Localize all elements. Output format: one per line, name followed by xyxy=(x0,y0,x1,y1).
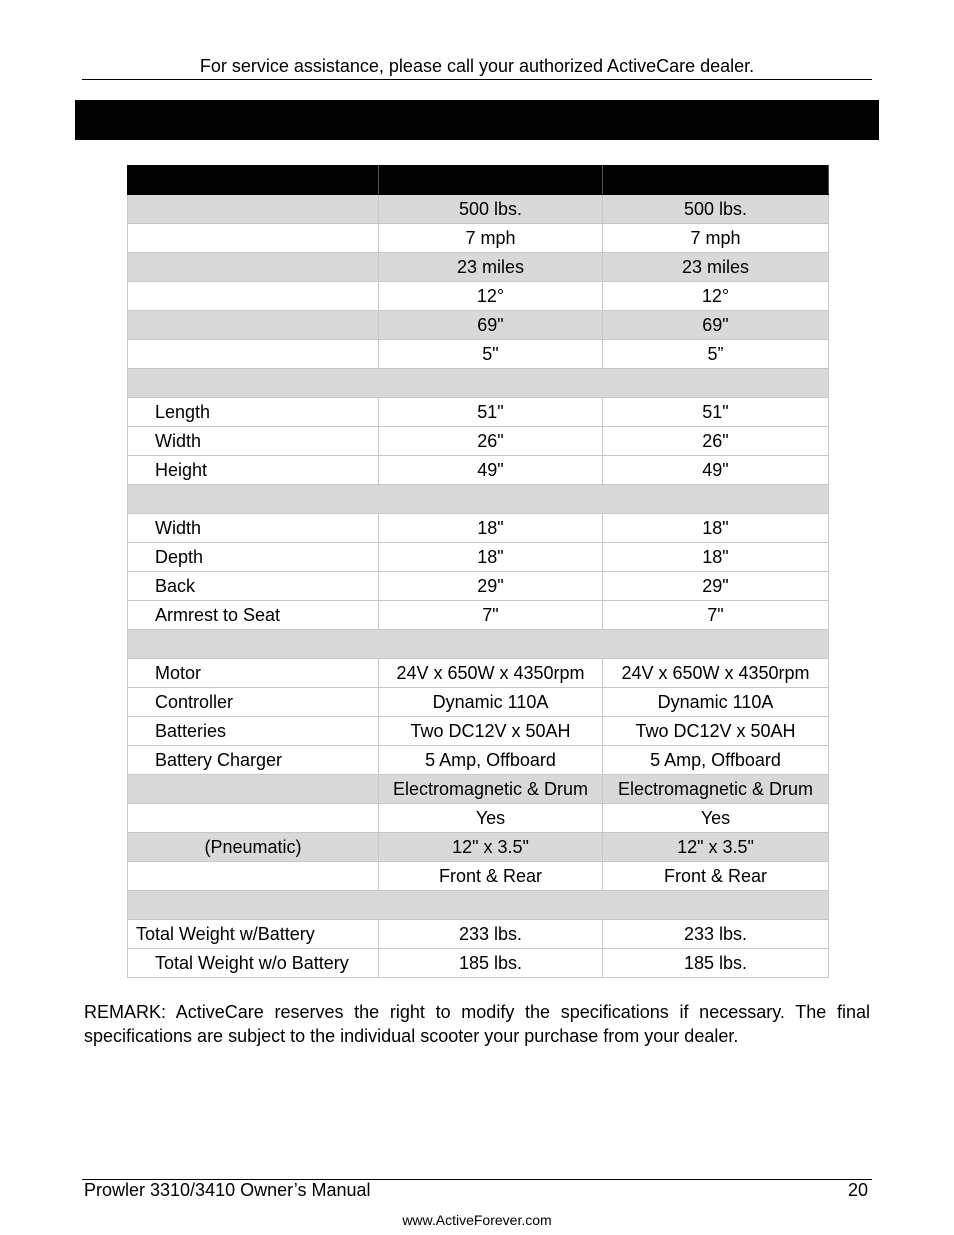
row-label: Controller xyxy=(128,688,379,717)
row-label: Depth xyxy=(128,543,379,572)
row-value-model-2: 5” xyxy=(603,340,829,369)
row-value-model-1: Dynamic 110A xyxy=(379,688,603,717)
table-row xyxy=(128,601,829,630)
table-header-row xyxy=(128,166,829,195)
row-value-model-2: 18" xyxy=(603,514,829,543)
row-value-model-1: 5" xyxy=(379,340,603,369)
table-row xyxy=(128,514,829,543)
section-row-cell xyxy=(128,630,829,659)
row-value-model-2: 69" xyxy=(603,311,829,340)
row-value-model-2: 233 lbs. xyxy=(603,920,829,949)
table-row xyxy=(128,659,829,688)
section-row xyxy=(128,630,829,659)
website-url: www.ActiveForever.com xyxy=(402,1212,552,1228)
table-row xyxy=(128,775,829,804)
table-row xyxy=(128,920,829,949)
section-title-bar xyxy=(75,100,879,140)
row-value-model-2: Yes xyxy=(603,804,829,833)
row-value-model-2: 23 miles xyxy=(603,253,829,282)
section-row xyxy=(128,485,829,514)
table-row xyxy=(128,833,829,862)
table-row xyxy=(128,717,829,746)
table-row xyxy=(128,804,829,833)
row-value-model-1: Electromagnetic & Drum xyxy=(379,775,603,804)
table-row xyxy=(128,282,829,311)
row-value-model-1: 69" xyxy=(379,311,603,340)
row-label: Armrest to Seat xyxy=(128,601,379,630)
table-row xyxy=(128,688,829,717)
section-row xyxy=(128,369,829,398)
row-value-model-2: 185 lbs. xyxy=(603,949,829,978)
page-number: 20 xyxy=(847,1180,868,1200)
table-row xyxy=(128,949,829,978)
table-row xyxy=(128,572,829,601)
row-label xyxy=(128,253,379,282)
row-label: Motor xyxy=(128,659,379,688)
row-label xyxy=(128,311,379,340)
table-row xyxy=(128,862,829,891)
table-row xyxy=(128,746,829,775)
row-value-model-2: 49" xyxy=(603,456,829,485)
row-value-model-2: 7 mph xyxy=(603,224,829,253)
remark-paragraph: REMARK: ActiveCare reserves the right to modify the specifications if necessary. The final specifications are subject to the individual scooter your purchase from your dealer. xyxy=(84,1002,870,1046)
row-label: Width xyxy=(128,427,379,456)
row-value-model-2: Front & Rear xyxy=(603,862,829,891)
row-label xyxy=(128,282,379,311)
row-value-model-1: 23 miles xyxy=(379,253,603,282)
row-label: Total Weight w/o Battery xyxy=(128,949,379,978)
table-row xyxy=(128,195,829,224)
row-value-model-1: Yes xyxy=(379,804,603,833)
row-label: Back xyxy=(128,572,379,601)
row-value-model-2: 500 lbs. xyxy=(603,195,829,224)
row-label xyxy=(128,775,379,804)
row-value-model-2: 12° xyxy=(603,282,829,311)
row-value-model-2: Electromagnetic & Drum xyxy=(603,775,829,804)
row-value-model-1: 51" xyxy=(379,398,603,427)
table-row xyxy=(128,398,829,427)
row-value-model-1: 12° xyxy=(379,282,603,311)
row-value-model-1: 18" xyxy=(379,514,603,543)
row-value-model-1: 29" xyxy=(379,572,603,601)
table-row xyxy=(128,340,829,369)
row-value-model-1: 24V x 650W x 4350rpm xyxy=(379,659,603,688)
row-value-model-1: 500 lbs. xyxy=(379,195,603,224)
header-cell-label xyxy=(128,166,379,195)
header-cell-model-1 xyxy=(379,166,603,195)
row-label: Width xyxy=(128,514,379,543)
table-row xyxy=(128,311,829,340)
row-value-model-1: 233 lbs. xyxy=(379,920,603,949)
row-label xyxy=(128,862,379,891)
table-row xyxy=(128,456,829,485)
row-value-model-1: Two DC12V x 50AH xyxy=(379,717,603,746)
header-cell-model-2 xyxy=(603,166,829,195)
header-divider xyxy=(82,79,872,80)
specification-table xyxy=(127,165,829,978)
row-value-model-2: 5 Amp, Offboard xyxy=(603,746,829,775)
row-value-model-2: Two DC12V x 50AH xyxy=(603,717,829,746)
section-row-cell xyxy=(128,485,829,514)
row-value-model-2: 12" x 3.5" xyxy=(603,833,829,862)
row-label xyxy=(128,804,379,833)
row-value-model-2: 24V x 650W x 4350rpm xyxy=(603,659,829,688)
table-row xyxy=(128,427,829,456)
row-value-model-2: 7" xyxy=(603,601,829,630)
row-value-model-1: 185 lbs. xyxy=(379,949,603,978)
section-row-cell xyxy=(128,891,829,920)
row-value-model-2: 26" xyxy=(603,427,829,456)
section-row-cell xyxy=(128,369,829,398)
row-label xyxy=(128,195,379,224)
row-label xyxy=(128,340,379,369)
row-label: Length xyxy=(128,398,379,427)
row-label: Batteries xyxy=(128,717,379,746)
table-row xyxy=(128,253,829,282)
row-value-model-2: 18" xyxy=(603,543,829,572)
row-value-model-2: 51" xyxy=(603,398,829,427)
manual-title: Prowler 3310/3410 Owner’s Manual xyxy=(84,1180,371,1200)
section-row xyxy=(128,891,829,920)
row-label xyxy=(128,224,379,253)
row-value-model-1: 5 Amp, Offboard xyxy=(379,746,603,775)
table-row xyxy=(128,543,829,572)
row-label: Total Weight w/Battery xyxy=(128,920,379,949)
row-value-model-1: 7" xyxy=(379,601,603,630)
row-label: (Pneumatic) xyxy=(128,833,379,862)
row-value-model-1: 49" xyxy=(379,456,603,485)
row-label: Height xyxy=(128,456,379,485)
row-label: Battery Charger xyxy=(128,746,379,775)
row-value-model-2: 29" xyxy=(603,572,829,601)
service-note: For service assistance, please call your authorized ActiveCare dealer. xyxy=(199,56,755,76)
row-value-model-1: 7 mph xyxy=(379,224,603,253)
row-value-model-2: Dynamic 110A xyxy=(603,688,829,717)
row-value-model-1: 12" x 3.5" xyxy=(379,833,603,862)
row-value-model-1: Front & Rear xyxy=(379,862,603,891)
table-row xyxy=(128,224,829,253)
row-value-model-1: 18" xyxy=(379,543,603,572)
row-value-model-1: 26" xyxy=(379,427,603,456)
